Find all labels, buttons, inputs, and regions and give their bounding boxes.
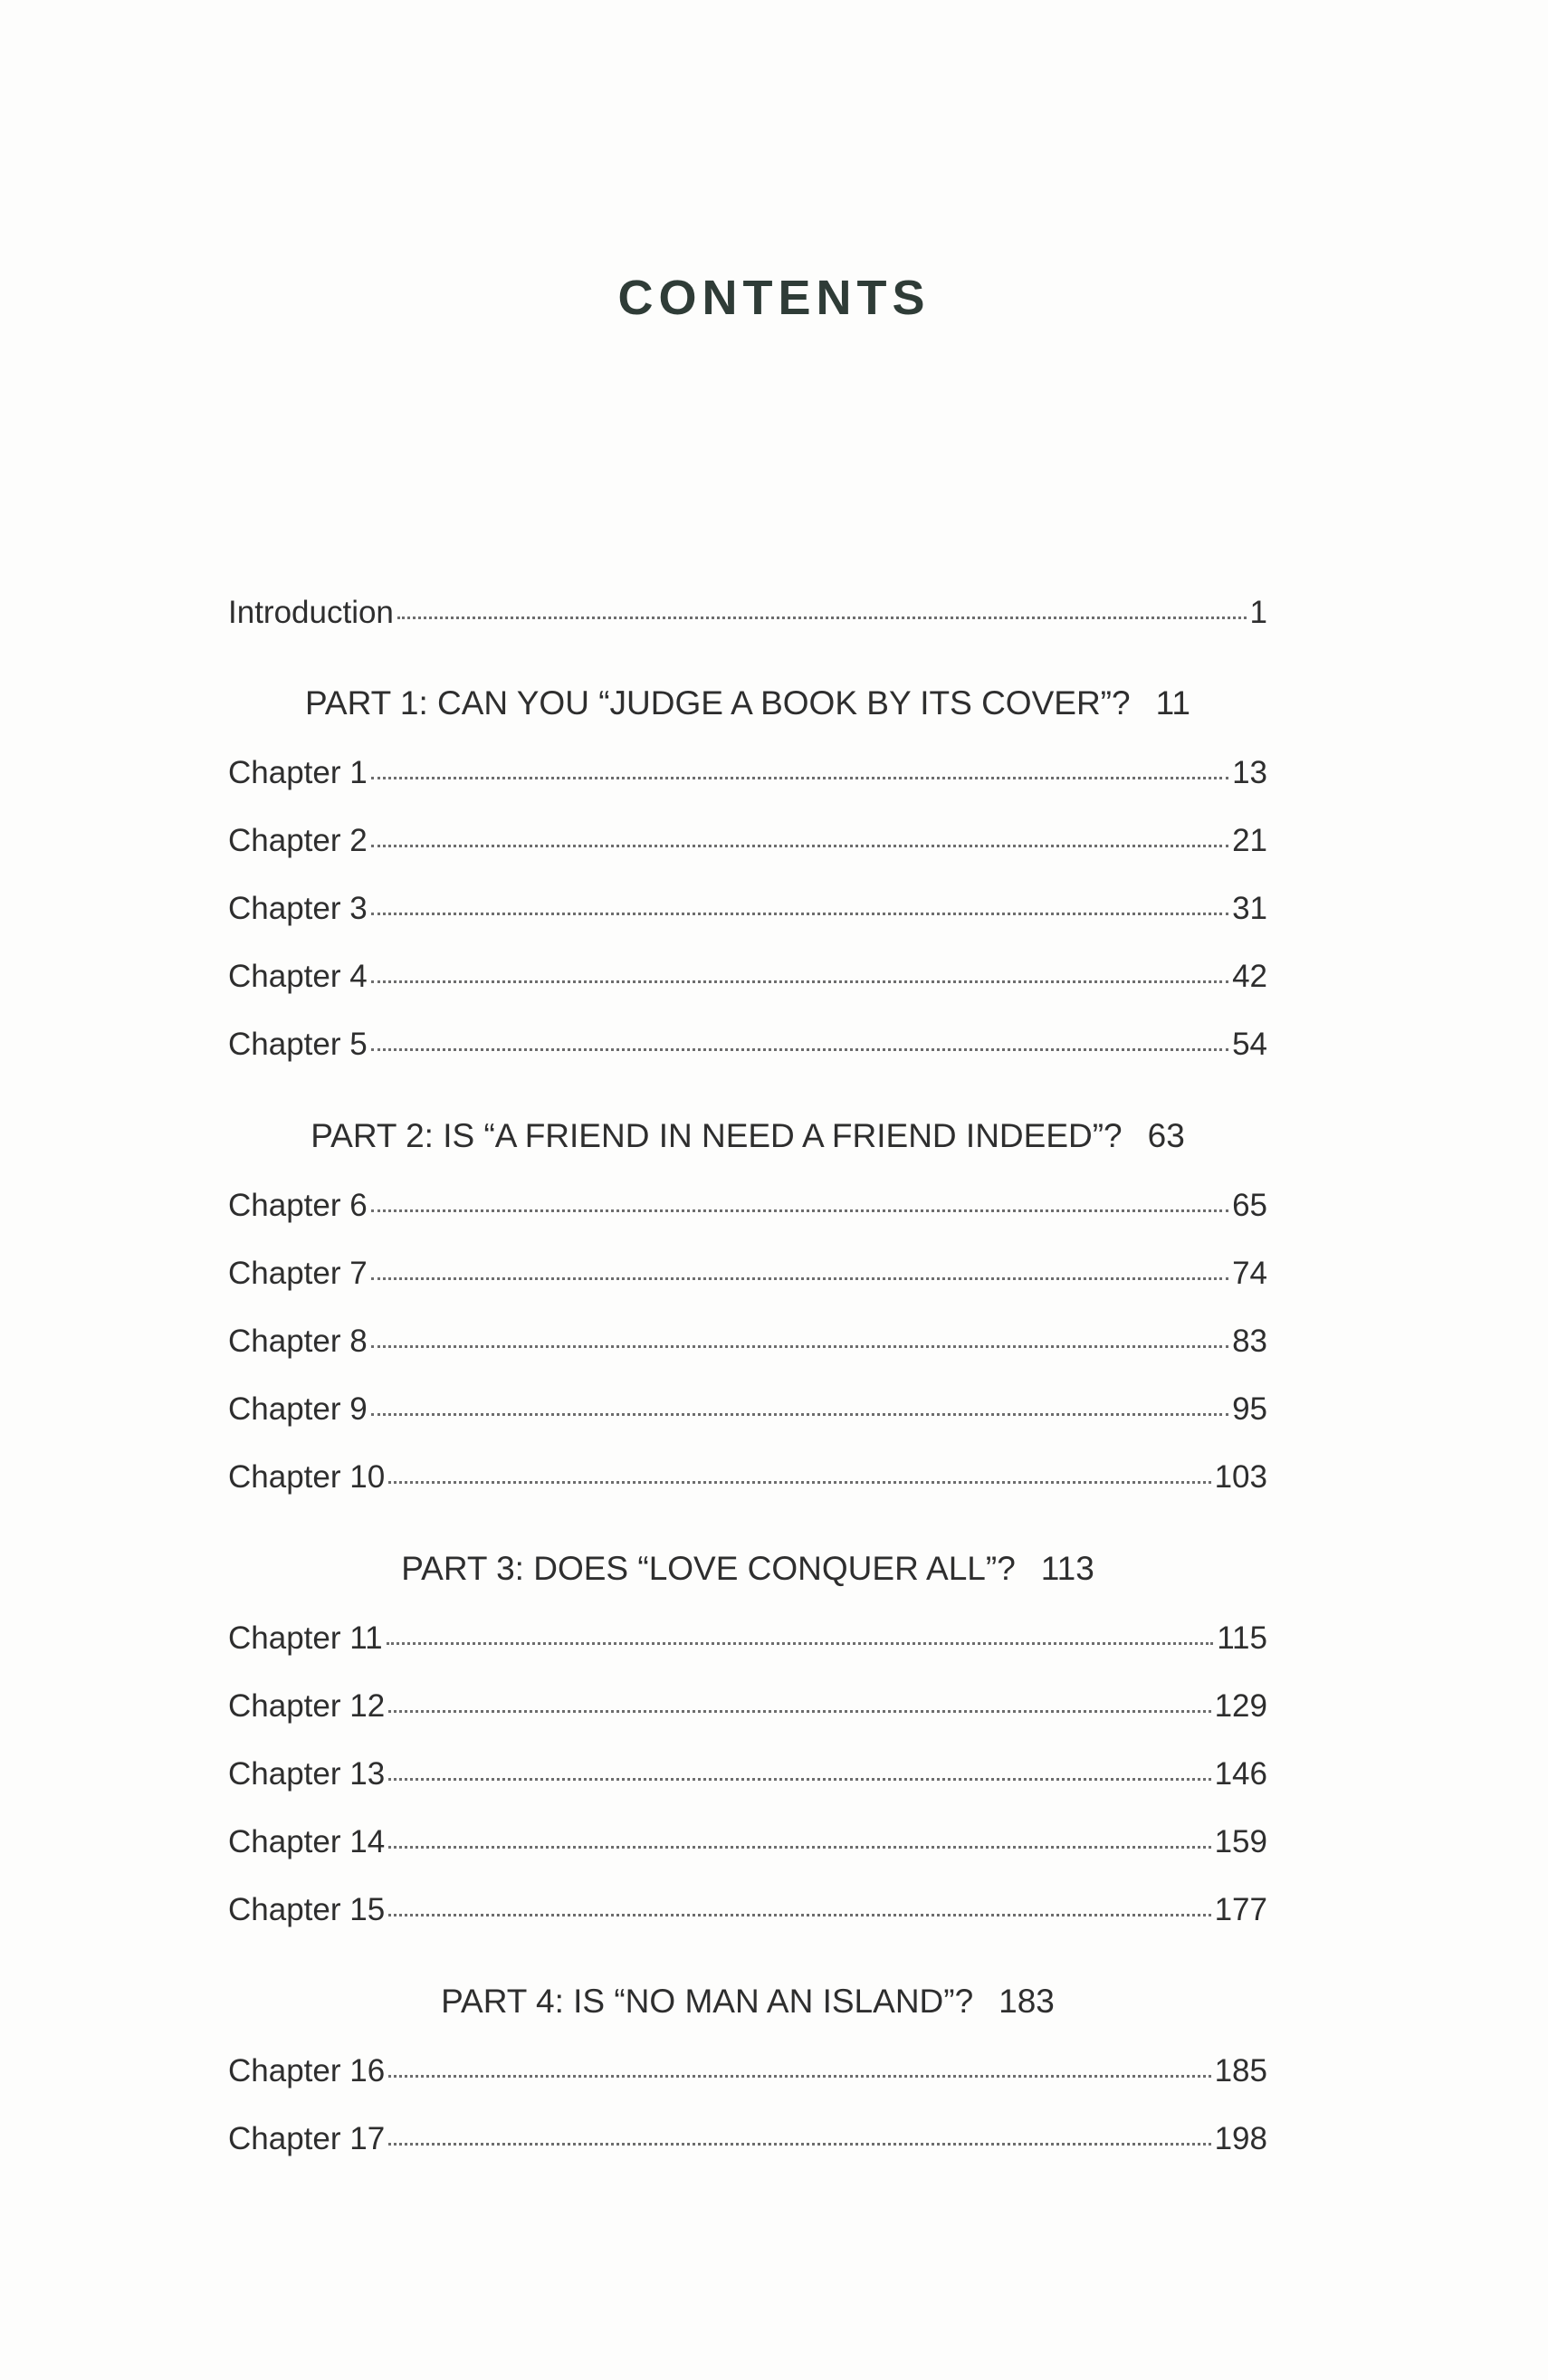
toc-entry-chapter-14[interactable]	[228, 1820, 1267, 1865]
toc-entry-chapter-17[interactable]	[228, 2117, 1267, 2162]
toc-entry-label: Chapter 4	[228, 959, 368, 994]
dot-leader	[371, 1277, 1228, 1280]
dot-leader	[371, 1413, 1228, 1416]
toc-entry-page: 1	[1249, 595, 1267, 630]
toc-entry-label: Chapter 12	[228, 1688, 386, 1724]
toc-entry-page: 95	[1232, 1391, 1267, 1427]
toc-entry-chapter-2[interactable]	[228, 818, 1267, 864]
toc-entry-page: 65	[1232, 1188, 1267, 1223]
dot-leader	[388, 1710, 1210, 1713]
toc-entry-page: 115	[1217, 1620, 1267, 1656]
toc-entry-page: 42	[1232, 959, 1267, 994]
toc-entry-chapter-11[interactable]	[228, 1616, 1267, 1661]
toc-entry-label: Chapter 1	[228, 755, 368, 790]
dot-leader	[388, 1481, 1210, 1484]
part-heading-3[interactable]	[228, 1544, 1267, 1593]
toc-entry-page: 21	[1232, 823, 1267, 858]
dot-leader	[371, 845, 1228, 847]
toc-entry-label: Chapter 5	[228, 1027, 368, 1062]
toc-entry-page: 54	[1232, 1027, 1267, 1062]
toc-entry-chapter-9[interactable]	[228, 1387, 1267, 1432]
toc-entry-page: 129	[1214, 1688, 1267, 1724]
dot-leader	[371, 913, 1228, 915]
part-heading-4[interactable]	[228, 1977, 1267, 2026]
toc-entry-chapter-1[interactable]	[228, 750, 1267, 796]
toc-entry-page: 83	[1232, 1324, 1267, 1359]
toc-entry-label: Chapter 7	[228, 1256, 368, 1291]
toc-entry-page: 159	[1214, 1824, 1267, 1859]
dot-leader	[371, 1209, 1228, 1212]
toc-entry-label: Chapter 9	[228, 1391, 368, 1427]
toc-entry-page: 177	[1214, 1892, 1267, 1927]
toc-entry-introduction[interactable]	[228, 590, 1267, 636]
part-heading-1[interactable]	[228, 679, 1267, 728]
toc-entry-page: 31	[1232, 891, 1267, 926]
dot-leader	[371, 777, 1228, 779]
page-title: CONTENTS	[617, 271, 931, 325]
dot-leader	[397, 617, 1247, 619]
toc-entry-label: Chapter 2	[228, 823, 368, 858]
dot-leader	[388, 2075, 1210, 2078]
toc-entry-chapter-12[interactable]	[228, 1684, 1267, 1729]
dot-leader	[388, 2143, 1210, 2146]
toc-entry-page: 74	[1232, 1256, 1267, 1291]
toc-entry-chapter-10[interactable]	[228, 1455, 1267, 1500]
toc-entry-chapter-3[interactable]	[228, 886, 1267, 932]
toc-entry-label: Introduction	[228, 595, 394, 630]
toc-entry-label: Chapter 6	[228, 1188, 368, 1223]
toc-entry-label: Chapter 10	[228, 1459, 386, 1495]
toc-entry-chapter-8[interactable]	[228, 1319, 1267, 1364]
part-title: PART 4: IS “NO MAN AN ISLAND”?	[441, 1983, 974, 2020]
toc-entry-label: Chapter 8	[228, 1324, 368, 1359]
toc-entry-chapter-6[interactable]	[228, 1183, 1267, 1228]
toc-entry-chapter-16[interactable]	[228, 2049, 1267, 2094]
part-heading-2[interactable]	[228, 1112, 1267, 1161]
toc-entry-page: 13	[1232, 755, 1267, 790]
dot-leader	[387, 1642, 1214, 1645]
part-page: 63	[1147, 1117, 1185, 1154]
dot-leader	[388, 1778, 1210, 1781]
toc-entry-label: Chapter 11	[228, 1620, 383, 1656]
part-page: 11	[1155, 684, 1190, 722]
part-title: PART 1: CAN YOU “JUDGE A BOOK BY ITS COVER”?	[305, 684, 1131, 722]
toc-entry-page: 185	[1214, 2053, 1267, 2088]
toc-entry-chapter-5[interactable]	[228, 1022, 1267, 1067]
toc-entry-label: Chapter 15	[228, 1892, 386, 1927]
dot-leader	[388, 1846, 1210, 1849]
toc-entry-label: Chapter 3	[228, 891, 368, 926]
part-page: 113	[1040, 1550, 1094, 1587]
toc-entry-chapter-4[interactable]	[228, 954, 1267, 999]
dot-leader	[371, 1048, 1228, 1051]
part-title: PART 3: DOES “LOVE CONQUER ALL”?	[401, 1550, 1016, 1587]
toc-entry-page: 146	[1214, 1756, 1267, 1792]
toc-entry-chapter-7[interactable]	[228, 1251, 1267, 1296]
toc-entry-label: Chapter 13	[228, 1756, 386, 1792]
toc-entry-label: Chapter 17	[228, 2121, 386, 2156]
toc-entry-chapter-15[interactable]	[228, 1888, 1267, 1933]
dot-leader	[371, 980, 1228, 983]
toc-entry-page: 198	[1214, 2121, 1267, 2156]
toc-entry-label: Chapter 14	[228, 1824, 386, 1859]
part-page: 183	[999, 1983, 1055, 2020]
toc-entry-label: Chapter 16	[228, 2053, 386, 2088]
part-title: PART 2: IS “A FRIEND IN NEED A FRIEND INDEED”?	[311, 1117, 1123, 1154]
dot-leader	[388, 1914, 1210, 1916]
toc-entry-chapter-13[interactable]	[228, 1752, 1267, 1797]
toc-entry-page: 103	[1214, 1459, 1267, 1495]
dot-leader	[371, 1345, 1228, 1348]
